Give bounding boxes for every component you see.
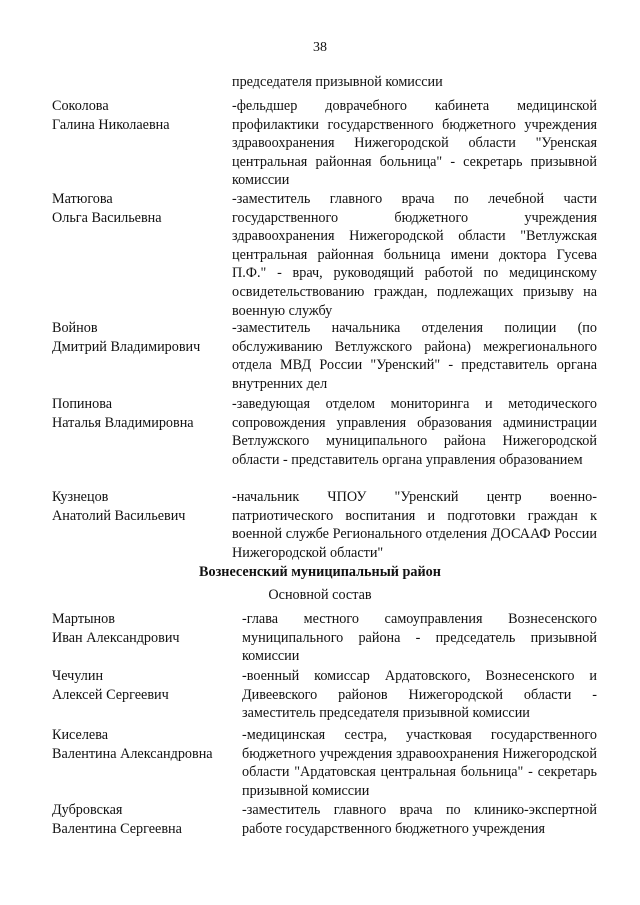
given-names: Иван Александрович (52, 629, 180, 646)
given-names: Алексей Сергеевич (52, 686, 169, 703)
member-name (52, 610, 232, 647)
subsection-title: Основной состав (268, 587, 372, 603)
member-name (52, 667, 232, 704)
role-continuation: председателя призывной комиссии (232, 74, 443, 90)
given-names: Галина Николаевна (52, 116, 170, 133)
member-role: -глава местного самоуправления Вознесенского муниципального района - председатель призывной комиссии (242, 611, 597, 665)
member-role: -заместитель главного врача по клинико-экспертной работе государственного бюджетного учреждения (242, 802, 597, 837)
member-role: -заместитель начальника отделения полиции (по обслуживанию Ветлужского района) межрегионального отдела МВД России "Уренский" - представитель органа внутренних дел (232, 320, 597, 392)
given-names: Наталья Владимировна (52, 414, 194, 431)
member-role: -фельдшер доврачебного кабинета медицинской профилактики государственного бюджетного учреждения здравоохранения Нижегородской области "Уренская центральная районная больница" - секретарь призывной комиссии (232, 98, 597, 189)
member-role: -начальник ЧПОУ "Уренский центр военно-патриотического воспитания и подготовки граждан к военной службе Регионального отделения ДОСААФ России Нижегородской области" (232, 489, 597, 561)
surname: Мартынов (52, 611, 115, 627)
page-number: 38 (313, 40, 327, 55)
member-role: -медицинская сестра, участковая государственного бюджетного учреждения здравоохранения Нижегородской области "Ардатовская центральная больница" - секретарь призывной комиссии (242, 727, 597, 799)
surname: Чечулин (52, 668, 104, 684)
surname: Соколова (52, 98, 109, 114)
surname: Войнов (52, 320, 98, 336)
given-names: Ольга Васильевна (52, 209, 162, 226)
surname: Попинова (52, 396, 113, 412)
surname: Матюгова (52, 191, 113, 207)
member-name (52, 190, 232, 227)
member-name (52, 97, 232, 134)
member-role: -заместитель главного врача по лечебной части государственного бюджетного учреждения здравоохранения Нижегородской области "Ветлужская центральная районная больница имени доктора Гусева П.Ф." - врач, руководящий работой по медицинскому освидетельствованию граждан, подлежащих призыву на военную службу (232, 191, 597, 319)
member-name (52, 319, 232, 356)
given-names: Валентина Александровна (52, 745, 213, 762)
given-names: Валентина Сергеевна (52, 820, 182, 837)
given-names: Анатолий Васильевич (52, 507, 186, 524)
member-role: -заведующая отделом мониторинга и методического сопровождения управления образования администрации Ветлужского муниципального района Нижегородской области - представитель органа управления образованием (232, 396, 597, 468)
member-name (52, 801, 232, 838)
member-role: -военный комиссар Ардатовского, Вознесенского и Дивеевского районов Нижегородской области - заместитель председателя призывной комиссии (242, 668, 597, 722)
member-name (52, 726, 232, 763)
section-title: Вознесенский муниципальный район (199, 564, 441, 580)
surname: Киселева (52, 727, 109, 743)
surname: Кузнецов (52, 489, 109, 505)
member-name (52, 395, 232, 432)
surname: Дубровская (52, 802, 123, 818)
member-name (52, 488, 232, 525)
given-names: Дмитрий Владимирович (52, 338, 201, 355)
